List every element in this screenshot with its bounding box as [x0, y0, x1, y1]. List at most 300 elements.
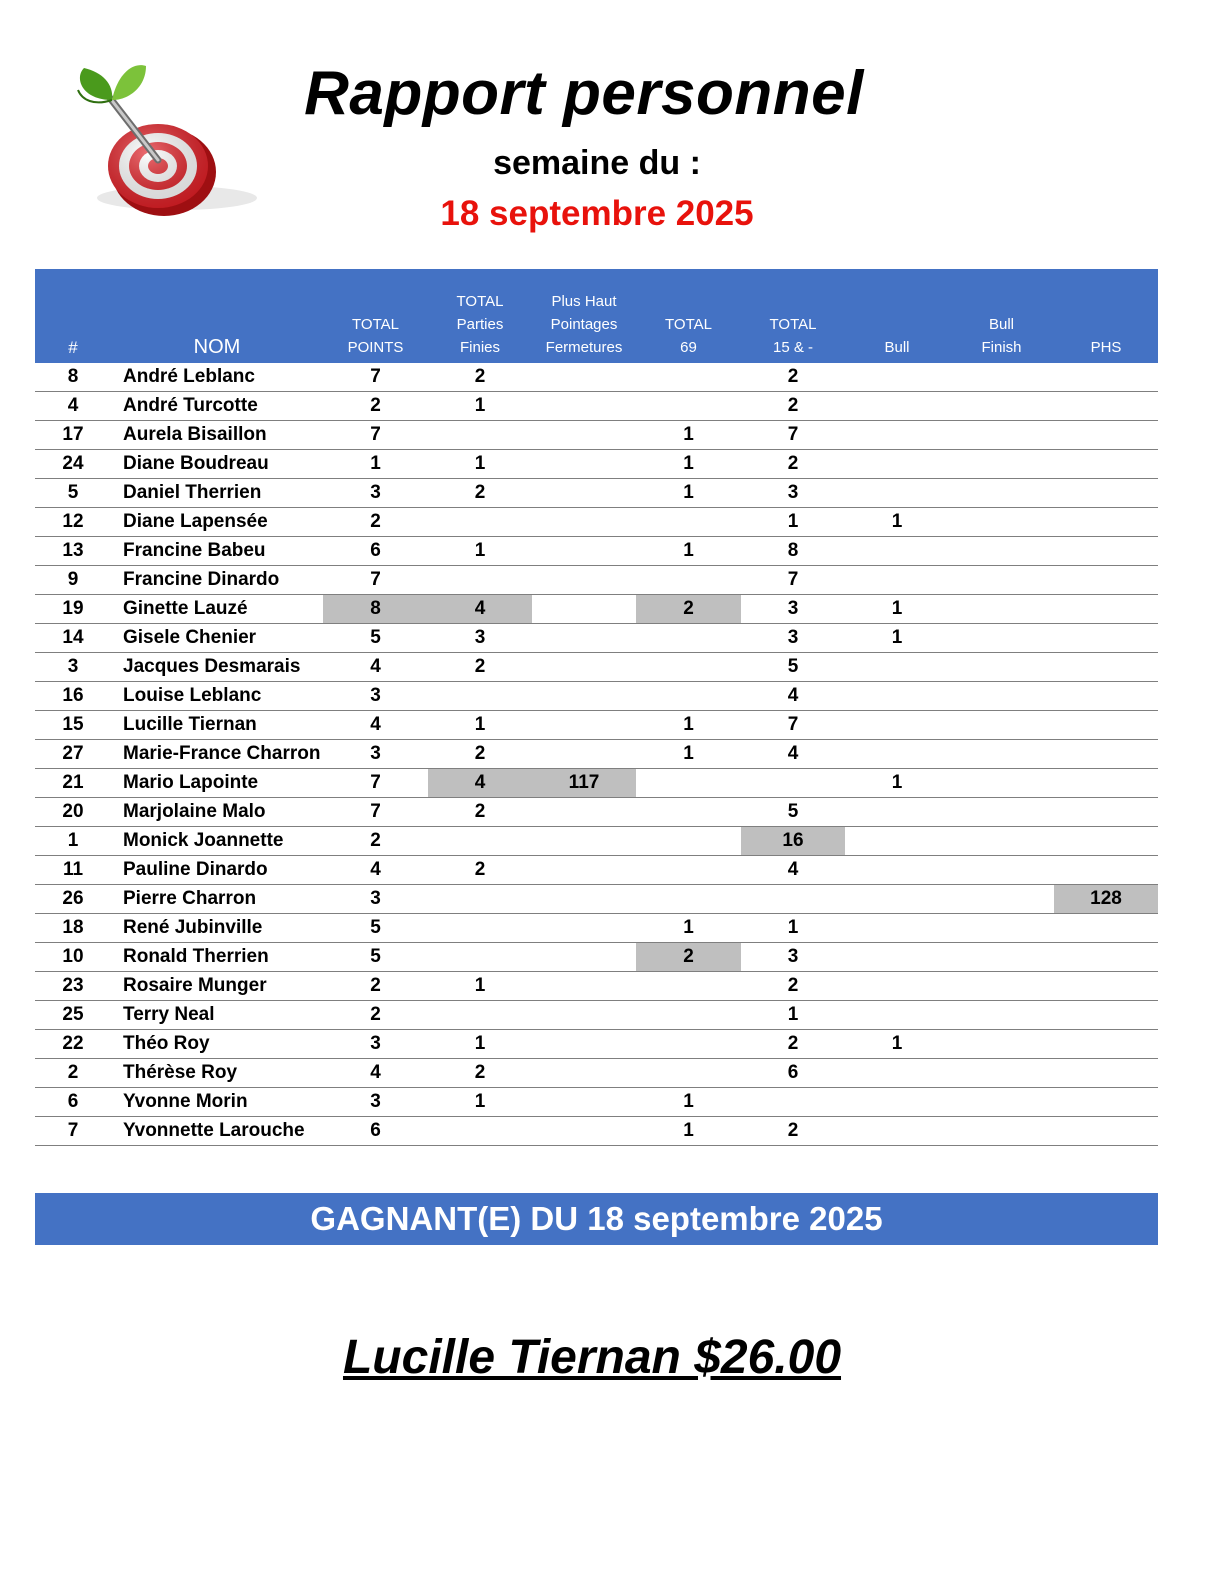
- col-phs-cell: [1054, 1030, 1158, 1059]
- col-bull-finish-cell: [949, 1117, 1054, 1146]
- col-nom-cell: Théo Roy: [111, 1030, 323, 1059]
- column-header-text: TOTAL: [456, 293, 504, 310]
- table-row: [35, 711, 1158, 740]
- col-bull-finish-cell: [949, 740, 1054, 769]
- col-number-cell: 23: [35, 972, 111, 1001]
- table-row: [35, 798, 1158, 827]
- col-phs-header: [1054, 269, 1158, 363]
- col-total-parties-finies-cell: 3: [428, 624, 532, 653]
- col-phs-cell: [1054, 682, 1158, 711]
- table-row: [35, 653, 1158, 682]
- col-bull-header: [845, 269, 949, 363]
- col-bull-cell: 1: [845, 595, 949, 624]
- col-total-15-moins-cell: 6: [741, 1059, 845, 1088]
- col-bull-finish-cell: [949, 1059, 1054, 1088]
- col-nom-cell: Louise Leblanc: [111, 682, 323, 711]
- col-total-points-cell: 5: [323, 943, 428, 972]
- col-total-points-cell: 2: [323, 392, 428, 421]
- col-bull-cell: [845, 1059, 949, 1088]
- col-total-parties-finies-cell: 2: [428, 740, 532, 769]
- col-nom-cell: Marie-France Charron: [111, 740, 323, 769]
- col-bull-finish-cell: [949, 421, 1054, 450]
- col-bull-finish-cell: [949, 798, 1054, 827]
- col-total-points-cell: 1: [323, 450, 428, 479]
- col-plus-haut-pointages-fermetures-cell: [532, 914, 636, 943]
- column-header-text: Bull: [988, 316, 1014, 333]
- col-total-parties-finies-cell: 1: [428, 392, 532, 421]
- col-number-cell: 9: [35, 566, 111, 595]
- col-bull-finish-cell: [949, 566, 1054, 595]
- col-phs-cell: [1054, 1088, 1158, 1117]
- col-total-15-moins-cell: 5: [741, 798, 845, 827]
- col-total-69-cell: [636, 856, 741, 885]
- column-header-text: Finish: [981, 339, 1022, 356]
- col-total-15-moins-cell: 1: [741, 508, 845, 537]
- col-number-cell: 4: [35, 392, 111, 421]
- col-plus-haut-pointages-fermetures-cell: [532, 711, 636, 740]
- col-total-parties-finies-cell: 2: [428, 479, 532, 508]
- col-total-15-moins-cell: 3: [741, 624, 845, 653]
- col-nom-cell: René Jubinville: [111, 914, 323, 943]
- col-number-cell: 19: [35, 595, 111, 624]
- col-bull-cell: [845, 972, 949, 1001]
- col-plus-haut-pointages-fermetures-cell: [532, 566, 636, 595]
- col-phs-cell: [1054, 479, 1158, 508]
- col-total-15-moins-cell: 7: [741, 711, 845, 740]
- col-total-15-moins-cell: 3: [741, 479, 845, 508]
- col-total-69-cell: [636, 1001, 741, 1030]
- col-total-parties-finies-cell: 1: [428, 972, 532, 1001]
- col-bull-finish-cell: [949, 769, 1054, 798]
- col-bull-cell: [845, 943, 949, 972]
- col-bull-cell: [845, 885, 949, 914]
- col-total-parties-finies-cell: [428, 508, 532, 537]
- col-total-69-cell: [636, 508, 741, 537]
- page-subtitle: semaine du :: [493, 144, 701, 182]
- col-total-points-cell: 7: [323, 421, 428, 450]
- col-total-15-moins-cell: 2: [741, 363, 845, 392]
- col-total-points-cell: 8: [323, 595, 428, 624]
- col-total-15-moins-cell: 1: [741, 1001, 845, 1030]
- col-phs-cell: [1054, 363, 1158, 392]
- col-total-parties-finies-cell: [428, 682, 532, 711]
- col-nom-cell: Ginette Lauzé: [111, 595, 323, 624]
- col-bull-finish-cell: [949, 363, 1054, 392]
- col-total-15-moins-cell: 7: [741, 566, 845, 595]
- col-bull-cell: [845, 711, 949, 740]
- table-row: [35, 943, 1158, 972]
- table-row: [35, 566, 1158, 595]
- col-total-points-cell: 4: [323, 856, 428, 885]
- table-row: [35, 827, 1158, 856]
- col-total-69-cell: [636, 1059, 741, 1088]
- col-total-points-cell: 3: [323, 479, 428, 508]
- col-total-points-cell: 6: [323, 537, 428, 566]
- col-nom-cell: André Turcotte: [111, 392, 323, 421]
- col-phs-cell: [1054, 972, 1158, 1001]
- col-plus-haut-pointages-fermetures-cell: [532, 653, 636, 682]
- table-row: [35, 972, 1158, 1001]
- col-total-69-cell: [636, 653, 741, 682]
- winner-banner: GAGNANT(E) DU 18 septembre 2025: [35, 1193, 1158, 1245]
- col-nom-cell: Pauline Dinardo: [111, 856, 323, 885]
- col-number-cell: 7: [35, 1117, 111, 1146]
- col-total-69-cell: [636, 1030, 741, 1059]
- col-total-parties-finies-cell: 2: [428, 363, 532, 392]
- column-header-text: PHS: [1090, 339, 1122, 356]
- col-number-cell: 25: [35, 1001, 111, 1030]
- col-nom-header: [111, 269, 323, 363]
- column-header-text: 69: [680, 339, 697, 356]
- col-total-parties-finies-cell: [428, 1117, 532, 1146]
- col-bull-finish-header: [949, 269, 1054, 363]
- table-row: [35, 421, 1158, 450]
- col-nom-cell: Gisele Chenier: [111, 624, 323, 653]
- col-total-parties-finies-cell: [428, 943, 532, 972]
- table-row: [35, 508, 1158, 537]
- col-total-points-cell: 7: [323, 566, 428, 595]
- col-total-points-cell: 3: [323, 1030, 428, 1059]
- col-bull-finish-cell: [949, 1001, 1054, 1030]
- col-total-69-cell: 1: [636, 537, 741, 566]
- col-phs-cell: [1054, 856, 1158, 885]
- table-row: [35, 1088, 1158, 1117]
- col-total-69-header: [636, 269, 741, 363]
- col-bull-cell: [845, 856, 949, 885]
- col-plus-haut-pointages-fermetures-cell: [532, 363, 636, 392]
- col-nom-cell: Ronald Therrien: [111, 943, 323, 972]
- col-total-parties-finies-cell: 1: [428, 711, 532, 740]
- col-total-69-cell: 1: [636, 740, 741, 769]
- col-bull-cell: [845, 479, 949, 508]
- col-phs-cell: [1054, 421, 1158, 450]
- column-header-text: Fermetures: [545, 339, 623, 356]
- table-row: [35, 392, 1158, 421]
- col-plus-haut-pointages-fermetures-cell: [532, 1030, 636, 1059]
- winner-text: Lucille Tiernan $26.00: [342, 1331, 842, 1384]
- col-phs-cell: [1054, 537, 1158, 566]
- column-header-text: Finies: [459, 339, 500, 356]
- col-plus-haut-pointages-fermetures-cell: [532, 740, 636, 769]
- col-total-parties-finies-cell: [428, 1001, 532, 1030]
- col-phs-cell: [1054, 1001, 1158, 1030]
- col-bull-cell: [845, 682, 949, 711]
- col-bull-finish-cell: [949, 392, 1054, 421]
- col-bull-finish-cell: [949, 595, 1054, 624]
- col-plus-haut-pointages-fermetures-cell: [532, 856, 636, 885]
- col-plus-haut-pointages-fermetures-cell: [532, 479, 636, 508]
- col-number-cell: 13: [35, 537, 111, 566]
- col-nom-cell: Daniel Therrien: [111, 479, 323, 508]
- column-header-text: POINTS: [347, 339, 404, 356]
- col-nom-cell: André Leblanc: [111, 363, 323, 392]
- table-row: [35, 914, 1158, 943]
- col-number-cell: 6: [35, 1088, 111, 1117]
- col-total-parties-finies-cell: 2: [428, 856, 532, 885]
- col-nom-cell: Diane Lapensée: [111, 508, 323, 537]
- col-number-cell: 3: [35, 653, 111, 682]
- col-total-15-moins-cell: 2: [741, 392, 845, 421]
- col-bull-cell: [845, 392, 949, 421]
- col-phs-cell: [1054, 1117, 1158, 1146]
- col-total-69-cell: 1: [636, 479, 741, 508]
- table-row: [35, 537, 1158, 566]
- table-row: [35, 856, 1158, 885]
- col-bull-finish-cell: [949, 972, 1054, 1001]
- col-total-points-cell: 4: [323, 1059, 428, 1088]
- col-number-cell: 21: [35, 769, 111, 798]
- col-number-cell: 16: [35, 682, 111, 711]
- table-row: [35, 595, 1158, 624]
- col-bull-finish-cell: [949, 1088, 1054, 1117]
- table-body: [35, 363, 1158, 1146]
- col-bull-cell: [845, 1117, 949, 1146]
- col-plus-haut-pointages-fermetures-cell: 117: [532, 769, 636, 798]
- col-total-points-cell: 2: [323, 1001, 428, 1030]
- col-phs-cell: [1054, 624, 1158, 653]
- col-total-69-cell: [636, 624, 741, 653]
- col-total-15-moins-cell: [741, 769, 845, 798]
- col-total-69-cell: 1: [636, 421, 741, 450]
- col-phs-cell: [1054, 566, 1158, 595]
- col-total-69-cell: 2: [636, 943, 741, 972]
- col-bull-cell: [845, 537, 949, 566]
- col-phs-cell: [1054, 769, 1158, 798]
- table-row: [35, 885, 1158, 914]
- column-header-text: Bull: [884, 339, 910, 356]
- col-total-69-cell: 1: [636, 1117, 741, 1146]
- col-total-69-cell: [636, 798, 741, 827]
- col-number-cell: 10: [35, 943, 111, 972]
- col-bull-cell: 1: [845, 1030, 949, 1059]
- col-total-points-cell: 3: [323, 885, 428, 914]
- col-nom-cell: Marjolaine Malo: [111, 798, 323, 827]
- col-total-parties-finies-cell: 2: [428, 1059, 532, 1088]
- col-total-parties-finies-cell: 4: [428, 595, 532, 624]
- column-header-text: TOTAL: [665, 316, 712, 333]
- col-bull-finish-cell: [949, 450, 1054, 479]
- col-total-15-moins-cell: 4: [741, 682, 845, 711]
- col-phs-cell: [1054, 798, 1158, 827]
- col-total-parties-finies-cell: 4: [428, 769, 532, 798]
- col-total-parties-finies-cell: [428, 421, 532, 450]
- col-total-15-moins-cell: 2: [741, 972, 845, 1001]
- col-bull-finish-cell: [949, 914, 1054, 943]
- col-bull-finish-cell: [949, 885, 1054, 914]
- column-header-text: NOM: [193, 336, 241, 358]
- col-bull-cell: [845, 450, 949, 479]
- col-plus-haut-pointages-fermetures-cell: [532, 885, 636, 914]
- report-date: 18 septembre 2025: [440, 194, 754, 233]
- table-row: [35, 479, 1158, 508]
- col-total-15-moins-header: [741, 269, 845, 363]
- col-total-69-cell: [636, 972, 741, 1001]
- col-plus-haut-pointages-fermetures-header: [532, 269, 636, 363]
- col-nom-cell: Jacques Desmarais: [111, 653, 323, 682]
- col-number-cell: 14: [35, 624, 111, 653]
- col-nom-cell: Mario Lapointe: [111, 769, 323, 798]
- col-total-15-moins-cell: 2: [741, 1117, 845, 1146]
- col-plus-haut-pointages-fermetures-cell: [532, 682, 636, 711]
- col-total-points-header: [323, 269, 428, 363]
- col-nom-cell: Terry Neal: [111, 1001, 323, 1030]
- col-plus-haut-pointages-fermetures-cell: [532, 595, 636, 624]
- col-bull-finish-cell: [949, 682, 1054, 711]
- col-number-cell: 12: [35, 508, 111, 537]
- col-number-cell: 27: [35, 740, 111, 769]
- table-row: [35, 740, 1158, 769]
- col-total-parties-finies-cell: [428, 914, 532, 943]
- col-total-parties-finies-cell: [428, 885, 532, 914]
- col-bull-finish-cell: [949, 624, 1054, 653]
- col-total-69-cell: [636, 885, 741, 914]
- col-plus-haut-pointages-fermetures-cell: [532, 972, 636, 1001]
- col-nom-cell: Francine Babeu: [111, 537, 323, 566]
- col-bull-finish-cell: [949, 827, 1054, 856]
- scores-table: [35, 269, 1158, 1146]
- col-bull-finish-cell: [949, 508, 1054, 537]
- col-plus-haut-pointages-fermetures-cell: [532, 1001, 636, 1030]
- col-nom-cell: Pierre Charron: [111, 885, 323, 914]
- col-total-parties-finies-cell: 1: [428, 1088, 532, 1117]
- col-total-15-moins-cell: 3: [741, 943, 845, 972]
- table-row: [35, 450, 1158, 479]
- col-number-cell: 20: [35, 798, 111, 827]
- col-phs-cell: [1054, 392, 1158, 421]
- col-total-69-cell: 1: [636, 914, 741, 943]
- col-bull-cell: [845, 421, 949, 450]
- col-bull-finish-cell: [949, 1030, 1054, 1059]
- col-total-parties-finies-cell: [428, 827, 532, 856]
- col-phs-cell: [1054, 450, 1158, 479]
- col-plus-haut-pointages-fermetures-cell: [532, 508, 636, 537]
- col-total-points-cell: 7: [323, 798, 428, 827]
- col-nom-cell: Aurela Bisaillon: [111, 421, 323, 450]
- column-header-text: Plus Haut: [551, 293, 617, 310]
- col-total-points-cell: 2: [323, 827, 428, 856]
- column-header-text: Parties: [456, 316, 504, 333]
- table-row: [35, 769, 1158, 798]
- col-total-parties-finies-cell: 1: [428, 537, 532, 566]
- col-plus-haut-pointages-fermetures-cell: [532, 450, 636, 479]
- col-number-cell: 26: [35, 885, 111, 914]
- col-plus-haut-pointages-fermetures-cell: [532, 798, 636, 827]
- col-bull-finish-cell: [949, 856, 1054, 885]
- column-header-text: TOTAL: [769, 316, 817, 333]
- col-total-15-moins-cell: 2: [741, 450, 845, 479]
- col-total-15-moins-cell: [741, 1088, 845, 1117]
- col-total-69-cell: 1: [636, 711, 741, 740]
- col-bull-cell: [845, 798, 949, 827]
- column-header-text: #: [68, 338, 78, 357]
- col-phs-cell: [1054, 1059, 1158, 1088]
- col-total-69-cell: [636, 363, 741, 392]
- col-bull-cell: [845, 566, 949, 595]
- col-bull-cell: 1: [845, 769, 949, 798]
- col-bull-cell: [845, 914, 949, 943]
- col-nom-cell: Monick Joannette: [111, 827, 323, 856]
- col-bull-finish-cell: [949, 653, 1054, 682]
- table-row: [35, 1030, 1158, 1059]
- table-row: [35, 1059, 1158, 1088]
- column-header-text: 15 & -: [772, 339, 814, 356]
- col-total-points-cell: 5: [323, 624, 428, 653]
- table-header-row: [35, 269, 1158, 363]
- col-total-15-moins-cell: 16: [741, 827, 845, 856]
- col-bull-cell: [845, 363, 949, 392]
- table-row: [35, 624, 1158, 653]
- col-number-cell: 18: [35, 914, 111, 943]
- table-row: [35, 1001, 1158, 1030]
- col-total-69-cell: [636, 769, 741, 798]
- col-total-69-cell: 1: [636, 1088, 741, 1117]
- col-total-points-cell: 3: [323, 682, 428, 711]
- col-bull-cell: [845, 653, 949, 682]
- col-phs-cell: [1054, 508, 1158, 537]
- table-row: [35, 1117, 1158, 1146]
- col-bull-cell: [845, 1001, 949, 1030]
- col-nom-cell: Lucille Tiernan: [111, 711, 323, 740]
- col-phs-cell: [1054, 740, 1158, 769]
- col-nom-cell: Yvonnette Larouche: [111, 1117, 323, 1146]
- col-total-parties-finies-cell: [428, 566, 532, 595]
- col-bull-finish-cell: [949, 711, 1054, 740]
- col-total-15-moins-cell: 1: [741, 914, 845, 943]
- col-bull-cell: [845, 740, 949, 769]
- col-total-69-cell: 1: [636, 450, 741, 479]
- col-plus-haut-pointages-fermetures-cell: [532, 624, 636, 653]
- col-total-parties-finies-cell: 1: [428, 1030, 532, 1059]
- col-nom-cell: Thérèse Roy: [111, 1059, 323, 1088]
- col-total-parties-finies-cell: 1: [428, 450, 532, 479]
- col-nom-cell: Francine Dinardo: [111, 566, 323, 595]
- col-number-cell: 15: [35, 711, 111, 740]
- col-total-points-cell: 4: [323, 653, 428, 682]
- col-nom-cell: Diane Boudreau: [111, 450, 323, 479]
- col-total-points-cell: 2: [323, 972, 428, 1001]
- col-total-69-cell: 2: [636, 595, 741, 624]
- col-number-cell: 24: [35, 450, 111, 479]
- col-total-15-moins-cell: 7: [741, 421, 845, 450]
- col-number-header: [35, 269, 111, 363]
- col-total-points-cell: 7: [323, 769, 428, 798]
- col-phs-cell: [1054, 653, 1158, 682]
- col-bull-cell: [845, 1088, 949, 1117]
- table-row: [35, 682, 1158, 711]
- col-total-15-moins-cell: [741, 885, 845, 914]
- col-plus-haut-pointages-fermetures-cell: [532, 1088, 636, 1117]
- col-total-69-cell: [636, 682, 741, 711]
- col-number-cell: 1: [35, 827, 111, 856]
- col-total-15-moins-cell: 8: [741, 537, 845, 566]
- col-bull-finish-cell: [949, 479, 1054, 508]
- col-phs-cell: [1054, 943, 1158, 972]
- col-plus-haut-pointages-fermetures-cell: [532, 421, 636, 450]
- col-nom-cell: Rosaire Munger: [111, 972, 323, 1001]
- col-number-cell: 17: [35, 421, 111, 450]
- col-bull-finish-cell: [949, 537, 1054, 566]
- col-total-15-moins-cell: 4: [741, 856, 845, 885]
- col-total-points-cell: 3: [323, 1088, 428, 1117]
- col-number-cell: 5: [35, 479, 111, 508]
- col-plus-haut-pointages-fermetures-cell: [532, 1059, 636, 1088]
- col-plus-haut-pointages-fermetures-cell: [532, 537, 636, 566]
- col-phs-cell: [1054, 595, 1158, 624]
- col-bull-finish-cell: [949, 943, 1054, 972]
- col-plus-haut-pointages-fermetures-cell: [532, 392, 636, 421]
- col-bull-cell: [845, 827, 949, 856]
- col-total-parties-finies-cell: 2: [428, 653, 532, 682]
